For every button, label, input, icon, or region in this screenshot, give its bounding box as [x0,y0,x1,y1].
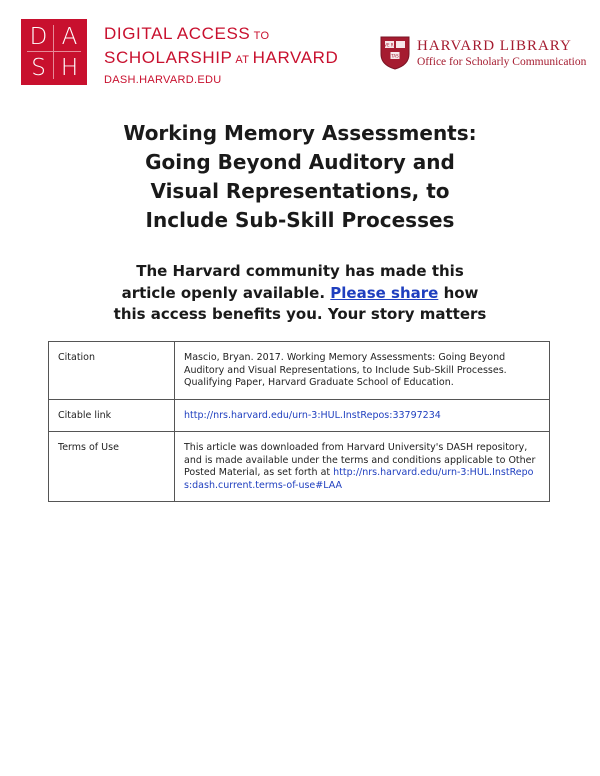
harvard-library-wordmark [417,38,586,70]
share-message [40,261,560,326]
dash-logo-letter-s: S [31,54,46,81]
share-line-2 [40,283,560,305]
title-line-4: Include Sub-Skill Processes [145,208,455,232]
citable-link-label: Citable link [49,399,175,432]
citable-link-cell [175,399,550,432]
table-row-citable-link [49,399,550,432]
citable-link[interactable]: http://nrs.harvard.edu/urn-3:HUL.InstRepos:33797234 [184,409,441,421]
dash-title-line2-main: SCHOLARSHIP [104,48,233,67]
dash-title-line2 [104,47,338,71]
citation-text: Mascio, Bryan. 2017. Working Memory Assessments: Going Beyond Auditory and Visual Representations, to Include Sub-Skill Processes. Qualifying Paper, Harvard Graduate School of Education. [175,342,550,400]
share-line-1: The Harvard community has made this [136,262,464,280]
dash-logo-divider-vertical [53,25,54,79]
dash-logo-letter-a: A [61,23,78,50]
title-line-1: Working Memory Assessments: [123,121,477,145]
dash-title-line2-small: AT [232,54,253,66]
dash-url: DASH.HARVARD.EDU [104,74,222,86]
shield-text-top: VE RI [384,42,395,48]
citation-label: Citation [49,342,175,400]
share-line-2-after: how [438,283,479,302]
dash-title-line2-end: HARVARD [252,48,339,67]
dash-logo-letter-h: H [60,54,79,81]
document-title [40,119,560,235]
dash-title-line1-small: TO [250,30,270,42]
table-row-citation [49,342,550,400]
table-row-terms-of-use [49,432,550,502]
dash-wordmark [104,23,338,86]
shield-text-bottom: TAS [391,53,399,59]
metadata-table [48,341,550,502]
share-line-3: this access benefits you. Your story matters [113,305,487,323]
dash-title-line1 [104,23,338,47]
library-office: Office for Scholarly Communication [417,56,587,68]
share-line-2-before: article openly available. [121,283,331,302]
library-name: HARVARD LIBRARY [417,38,572,54]
terms-cell [175,432,550,502]
dash-logo [21,19,87,85]
dash-logo-divider-horizontal [27,51,81,52]
terms-text: This article was downloaded from Harvard University's DASH repository, and is made available under the terms and conditions applicable to Other Posted Material, as set forth at [184,442,536,478]
harvard-shield-icon [380,36,410,70]
please-share-link[interactable]: Please share [330,283,439,302]
title-line-3: Visual Representations, to [150,179,450,203]
terms-link[interactable]: http://nrs.harvard.edu/urn-3:HUL.InstRepos:dash.current.terms-of-use#LAA [184,467,534,491]
dash-logo-letter-d: D [29,23,48,50]
terms-label: Terms of Use [49,432,175,502]
dash-title-line1-main: DIGITAL ACCESS [104,24,251,43]
title-line-2: Going Beyond Auditory and [145,150,455,174]
